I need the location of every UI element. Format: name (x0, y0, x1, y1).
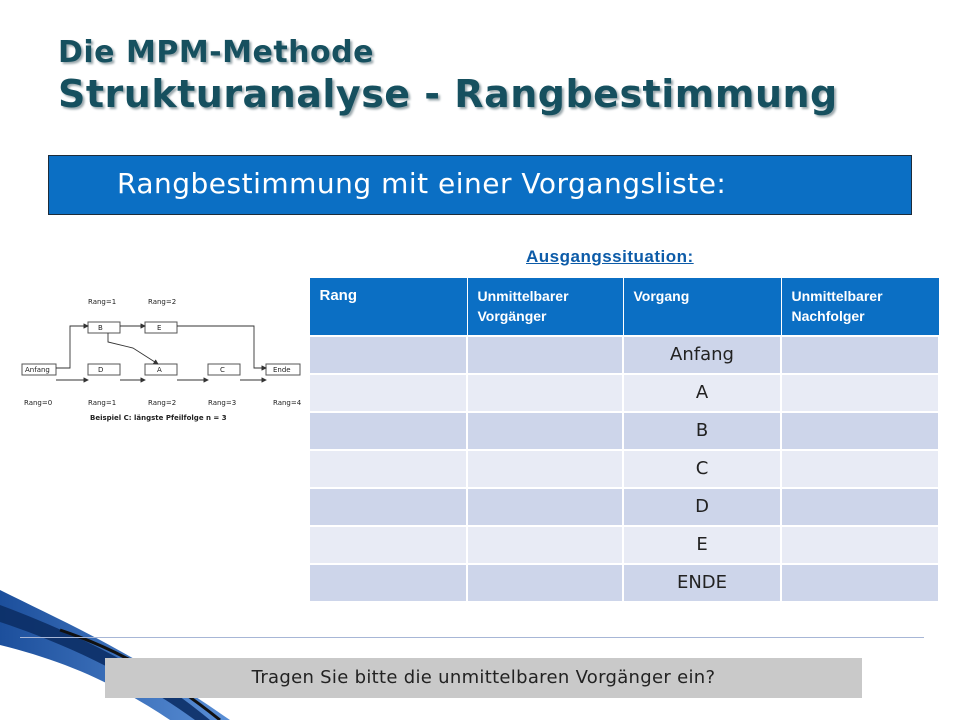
cell-rang[interactable] (309, 412, 467, 450)
node-b-box (88, 322, 120, 333)
cell-vorgaenger[interactable] (467, 374, 623, 412)
table-row (309, 336, 939, 374)
arrow-b-a (108, 333, 158, 364)
cell-rang[interactable] (309, 564, 467, 602)
table-row (309, 526, 939, 564)
node-anfang-label: Anfang (25, 366, 50, 374)
cell-nachfolger[interactable] (781, 336, 939, 374)
table-row (309, 374, 939, 412)
rank-label-bottom-3: Rang=3 (208, 399, 237, 407)
cell-vorgang: B (623, 412, 781, 450)
cell-nachfolger[interactable] (781, 488, 939, 526)
cell-vorgang: D (623, 488, 781, 526)
instruction-box (105, 658, 862, 698)
rank-label-top-2: Rang=2 (148, 298, 177, 306)
rank-label-bottom-4: Rang=4 (273, 399, 302, 407)
node-a-label: A (157, 366, 162, 374)
subheading-ausgangssituation: Ausgangssituation: (526, 247, 694, 266)
table-header-row (309, 278, 939, 336)
node-b-label: B (98, 324, 103, 332)
header-rang: Rang (309, 278, 467, 336)
cell-rang[interactable] (309, 450, 467, 488)
cell-vorgaenger[interactable] (467, 450, 623, 488)
header-vorgang: Vorgang (623, 278, 781, 336)
mpm-network-diagram (18, 290, 308, 435)
cell-nachfolger[interactable] (781, 564, 939, 602)
cell-nachfolger[interactable] (781, 412, 939, 450)
cell-rang[interactable] (309, 526, 467, 564)
cell-vorgang: ENDE (623, 564, 781, 602)
banner-text: Rangbestimmung mit einer Vorgangsliste: (117, 167, 727, 200)
cell-rang[interactable] (309, 488, 467, 526)
section-banner (48, 155, 912, 215)
header-vorgaenger: Unmittelbarer Vorgänger (467, 278, 623, 336)
node-c-label: C (220, 366, 225, 374)
cell-vorgang: A (623, 374, 781, 412)
cell-nachfolger[interactable] (781, 450, 939, 488)
cell-rang[interactable] (309, 336, 467, 374)
cell-vorgaenger[interactable] (467, 336, 623, 374)
node-e-label: E (157, 324, 162, 332)
cell-nachfolger[interactable] (781, 526, 939, 564)
table-row (309, 564, 939, 602)
cell-vorgang: C (623, 450, 781, 488)
arrow-anfang-b (56, 326, 88, 368)
rank-label-bottom-2: Rang=2 (148, 399, 177, 407)
header-nachfolger: Unmittelbarer Nachfolger (781, 278, 939, 336)
cell-nachfolger[interactable] (781, 374, 939, 412)
table-row (309, 412, 939, 450)
table-row (309, 488, 939, 526)
cell-rang[interactable] (309, 374, 467, 412)
node-d-box (88, 364, 120, 375)
footer-divider (20, 637, 924, 638)
title-line-1: Die MPM-Methode (58, 35, 374, 70)
cell-vorgang: Anfang (623, 336, 781, 374)
cell-vorgaenger[interactable] (467, 488, 623, 526)
slide-title (58, 34, 838, 116)
node-ende-label: Ende (273, 366, 291, 374)
node-d-label: D (98, 366, 104, 374)
rank-label-bottom-1: Rang=1 (88, 399, 117, 407)
corner-swoosh-decoration (0, 590, 240, 720)
cell-vorgaenger[interactable] (467, 564, 623, 602)
instruction-text: Tragen Sie bitte die unmittelbaren Vorgänger ein? (251, 667, 716, 688)
cell-vorgang: E (623, 526, 781, 564)
rank-label-bottom-0: Rang=0 (24, 399, 53, 407)
cell-vorgaenger[interactable] (467, 526, 623, 564)
diagram-caption: Beispiel C: längste Pfeilfolge n = 3 (90, 414, 227, 422)
table-row (309, 450, 939, 488)
vorgangsliste-table (308, 277, 940, 603)
title-line-2: Strukturanalyse - Rangbestimmung (58, 72, 838, 116)
cell-vorgaenger[interactable] (467, 412, 623, 450)
arrow-e-ende (177, 326, 266, 368)
rank-label-top-1: Rang=1 (88, 298, 117, 306)
